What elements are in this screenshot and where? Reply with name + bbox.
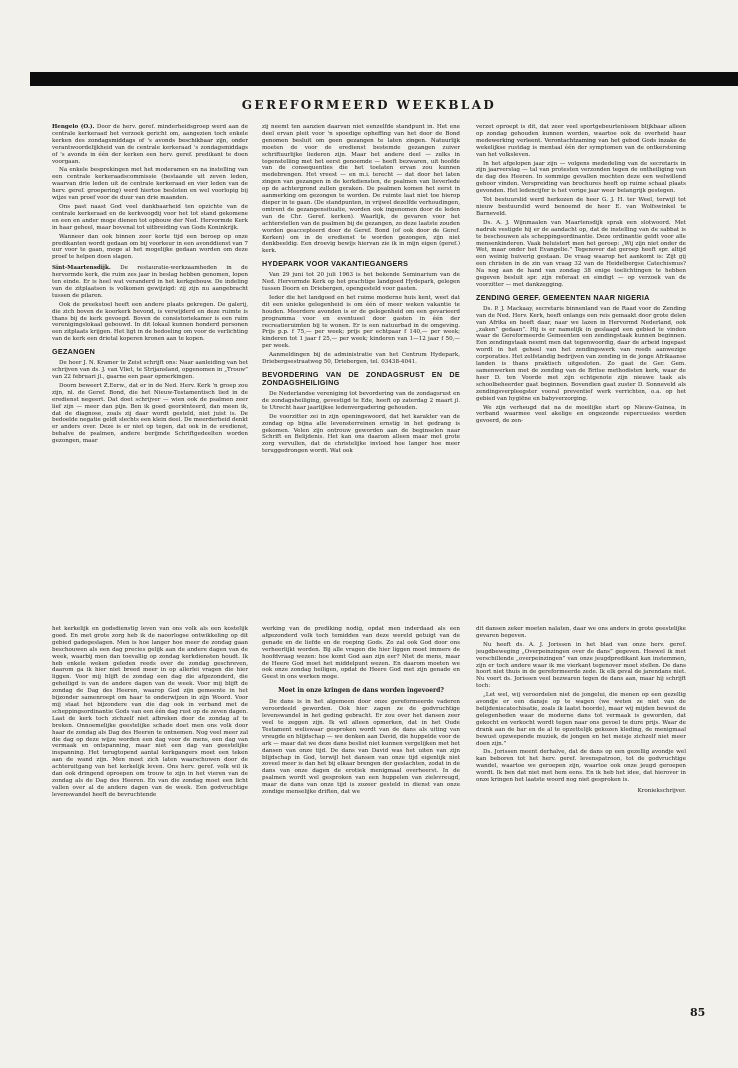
zondagsrust-paragraph-2: De voorzitter zei in zijn openingswoord, dat het karakter van de zondag op bijna alle levensterreinen ernstig in het gedrang is gekomen. Velen zijn ontrouw geworden aan de beginselen naar Schrift en Belijdenis. Het kan ons daarom alleen maar met grote zorg vervullen, dat de christelijke invloed hoe langer hoe meer teruggedrongen wordt. Wat ook <box>262 413 460 455</box>
zondagsrust-paragraph-1: De Nederlandse vereniging tot bevordering van de zondagsrust en de zondagsheiliging, gevestigd te Ede, heeft op zaterdag 2 maart jl. te Utrecht haar jaarlijkse ledenvergadering gehouden. <box>262 391 460 411</box>
page-number: 85 <box>690 1006 706 1019</box>
page-header: GEREFORMEERD WEEKBLAD <box>241 98 497 112</box>
dans-paragraph-3: Ds. Jorissen meent derhalve, dat de dans op een gezellig avondje wel kan beboren tot het herv. geref. levenspatroon, tot de godvruchtige wandel, waartoe we geroepen zijn, waartoe ook onze jeugd geroepen wordt. Ik ben dat niet met hem eens. En ik heb het idee, dat hierover in onze kringen het laatste woord nog niet gesproken is. <box>476 749 686 784</box>
hengelo-paragraph-2: Na enkele besprekingen met het moderamen en na instelling van een centrale kerkeraadscommissie (bestaande uit zeven leden, waarvan drie leden uit de centrale kerkeraad en vier leden van de herv. geref. groepering) werd hiertoe besloten en wel voorlopig bij wijze van proef voor de duur van drie maanden. <box>52 167 248 202</box>
zondag-continued: het kerkelijk en godsdienstig leven van ons volk als een kostelijk goed. En met grote zorg heb ik de naoorlogse ontwikkeling op dit gebied gadegeslagen. Men is hoe langer hoe meer de zondag gaan beschouwen als een dag precies gelijk aan de andere dagen van de week, waarbij men dan toevallig op zondag kerkdiensten houdt. Ik heb enkele weken geleden reeds over de zondag geschreven, daarom ga ik hier niet breed meer in op allerlei vragen die hier liggen. Voor mij blijft de zondag een dag die afgezonderd, die geheiligd is van de andere dagen van de week. Voor mij blijft de zondag de Dag des Heeren, waarop God zijn gemeente in het bijzonder samenroept om haar te onderwijzen in zijn Woord. Voor mij staat het bijzondere van die dag ook in verband met de scheppingsordinantie Gods van een één dag rust op de zeven dagen. Laat de kerk toch zichzelf niet afbreken door de zondag af te breken. Onnoemelijke geestelijke schade doet men ons volk door haar de zondag als Dag des Heeren te ontnemen. Nog veel meer zal die dag op deze wijze worden een dag voor de mens, een dag van vermaak en ontspanning, maar niet een dag van geestelijke inspanning. Het terugtopend aantal kerkgangers moet een teken aan de wand zijn. Men moet zich laten waarschuwen door de achteruitgang van het kerkelijk leven. Ons herv. geref. volk wil ik dan ook dringend oproepen om trouw te zijn in het vieren van de zondag als de Dag des Heeren. En van die zondag moet een licht vallen over al de andere dagen van de week. Een godvruchtige levenswandel heeft de bevruchtende <box>52 626 248 798</box>
column-2 <box>262 124 460 612</box>
dans-paragraph-1: De dans is in het algemeen door onze gereformeerde vaderen veroordeeld geworden. Ook hier zagen ze de godvruchtige levenswandel in het geding gebracht. Er zou over het dansen zeer veel te zeggen zijn. Ik wil alleen opmerken, dat in het Oude Testament weliswaar gesproken wordt van de dans als uiting van vreugde en blijdschap — we denken aan David, die huppelde voor de ark — maar dat we deze dans beslist niet kunnen vergelijken met het dansen van onze tijd. De dans van David was het uiten van zijn blijdschap in God, terwijl het dansen van onze tijd eigenlijk niet zoveel meer is dan het bij elkaar brengen der geslachten, zodat in de dans van onze dagen de erotiek menigmaal overheerst. In de psalmen wordt wel gesproken van een huppelen van zielevreugd, maar de dans van onze tijd is zozeer gesteld in dienst van onze zondige menselijke driften, dat we <box>262 699 460 796</box>
zondagsrust-paragraph-4: Tot bestuurslid werd herkozen de heer G. J. H. ter Weel, terwijl tot nieuw bestuurslid werd benoemd de heer E. van Wolfswinkel te Barneveld. <box>476 197 686 217</box>
hydepark-paragraph-2: Ieder die het landgoed en het ruime moderne huis kent, weet dat dit een unieke gelegenheid is om één of meer weken vakantie te houden. Meerdere avonden is er de gelegenheid om een gevarieerd programma voor en eventueel door gasten in één der recreatieruimten bij te wonen. Er is een natuurbad in de omgeving. Prijs p.p. f 75,— per week; prijs per echtpaar f 140,— per week; kinderen tot 1 jaar f 25,— per week; kinderen van 1—12 jaar f 50,— per week. <box>262 294 460 350</box>
hydepark-heading: HYDEPARK VOOR VAKANTIEGANGERS <box>262 259 409 269</box>
dans-paragraph-2: Nu heeft ds. A. J. Jorissen in het blad van onze herv. geref. jeugdbeweging „Overpeinzingen over de dans” gegeven. Hoewel ik met verschillende „overpeinzingen” van onze jeugdpredikant kan instemmen, zijn er toch andere waar ik me vierkant tegenover moet stellen. De dans hoort niet thuis in de gereformeerde zede. Ik elk geval de jarendans niet. Nu voert ds. Jorissen veel bezwaren tegen de dans aan, maar hij schrijft toch: <box>476 641 686 690</box>
nigeria-paragraph-2: We zijn verheugd dat na de moeilijke start op Nieuw-Guinea, in verband waarmee veel akelige en ongezonde repercussies werden gevoerd, de zen- <box>476 404 686 425</box>
zondagsrust-heading: BEVORDERING VAN DE ZONDAGSRUST EN DE ZONDAGSHEILIGING <box>262 370 460 387</box>
column-6 <box>476 626 686 996</box>
zondag-paragraph-end: werking van de prediking nodig, opdat men inderdaad als een afgezonderd volk toch temidden van deze wereld getuigt van de genade en de liefde en de roeping Gods. Zo zal ook God door ons verheerlijkt worden. Bij alle vragen die hier liggen moet immers de hoofdvraag wezen: hoe komt God aan zijn eer? Niet de mens, maar de Heere God moet het middelpunt wezen. En daarom moeten we ook onze zondag heiligen, opdat de Heere God met zijn genade en Geest in ons werken moge. <box>262 626 460 681</box>
top-black-bar <box>30 72 738 86</box>
gezangen-paragraph-1: De heer J. N. Kramer te Zeist schrijft ons: Naar aanleiding van het schrijven van ds. J. van Vliet, te Strijansland, opgenomen in „Trouw” van 22 februari jl., gaarne een paar opmerkingen. <box>52 360 248 380</box>
maartensdijk-paragraph-2: Ook de preekstoel heeft een andere plaats gekregen. De galerij, die zich boven de koorkerk bevond, is verwijderd en deze ruimte is thans bij de kerk gevoegd. Boven de consistoriekamer is een ruim verenigingslokaal gebouwd. In dit lokaal kunnen honderd personen een zitplaats krijgen. Het ligt in de bedoeling om voor de verlichting van de kerk een drietal koperen kronen aan te kopen. <box>52 301 248 343</box>
nigeria-paragraph-1: Ds. P. J. Mackaay, secretaris binnenland van de Raad voor de Zending van de Ned. Herv. Kerk, heeft onlangs een reis gemaakt door grote delen van Afrika en heeft daar, naar we lazen in Hervormd Nederland, ook „zaken” gedaan”. Hij is er namelijk in geslaagd een gebied te vinden waar de Gereformeerde Gemeenten een zendingstaak kunnen beginnen. Een zendingstaak neemt men dat tegenwoordig, daar de arbeid ingepast wordt in het geheel van het zendingswerk van reeds aanwezige corporaties. Het zelfstandig bedrijven van zending in de jonge Afrikaanse landen is thans praktisch uitgesloten. Zo gaat de Ger. Gem. samenwerken met de zending van de Britse methodisten kerk, waar de heer D. ten Voorde met zijn echtgenote zijn nieuwe taak als schoolbeheerder gaat beginnen. Bovendien gaat zuster D. Sonneveld als zendingsverpleegster vooral preventief werk verrichten, o.a. op het gebied van hygiëne en babyverzorging. <box>476 305 686 402</box>
signature: Kroniekschrijver. <box>637 787 686 794</box>
column-3 <box>476 124 686 612</box>
dans-quote: „Let wel, wij veroordelen niet de jongelui, die menen op een gezellig avondje er een dansje op te wagen (we weten ze niet van de belijdeniscatechisatie, zoals ik laatst hoorde), maar wij mijden bewust de gelegenheden waar de moderne dans tot vermaak is geworden, dat gekocht en verkocht wordt tegen naar ons gevoel te dure prijs. Waar de drank aan de bar en de al te opzettelijk gekozen kleding, de menigmaal bewust opzwepende muziek, de jongen en het meisje zichzelf niet meer doen zijn.” <box>476 692 686 747</box>
hengelo-paragraph-4: Wanneer dan ook binnen zeer korte tijd een beroep op onze predikanten wordt gedaan om bij voorkeur in een avonddienst van 7 uur voor te gaan, moge al het mogelijke gedaan worden om deze proef te helpen doen slagen. <box>52 233 248 261</box>
maartensdijk-paragraph-1: Sint-Maartensdijk. De restauratie-werkzaamheden in de hervormde kerk, die ruim zes jaar in beslag hebben genomen, lopen ten einde. Er is heel wat veranderd in het kerkgebouw. De indeling van de zitplaatsen is volkomen gewijzigd: zij zijn nu aangebracht tussen de pilaren. <box>52 265 248 299</box>
hydepark-paragraph-1: Van 29 juni tot 20 juli 1963 is het bekende Seminarium van de Ned. Hervormde Kerk op het prachtige landgoed Hydepark, gelegen tussen Doorn en Driebergen, opengesteld voor gasten. <box>262 272 460 293</box>
gezangen-paragraph-2: Doorn beweert Z.Eerw., dat er in de Ned. Herv. Kerk 'n groep zou zijn, nl. de Geref. Bond, die het Nieuw-Testamentisch lied in de eredienst negeert. Dat doet schrijver — wien ook de psalmen zeer lief zijn — meer dan pijn. Ben ik goed georiënteerd, dan meen ik, dat de diagnose, zoals zij daar wordt gesteld, niet juist is. De bedoelde negatie geldt slechts een klein deel. De meerderheid denkt er anders over. Deze is er niet op tegen, dat ook in de eredienst, behalve de psalmen, andere berijmde Schriftgedeelten worden gezongen, maar <box>52 382 248 445</box>
zondagsrust-paragraph-3: In het afgelopen jaar zijn — volgens mededeling van de secretaris in zijn jaarverslag — tal van protesten verzonden tegen de ontheiliging van de dag des Heeren. In sommige gevallen mochten deze een welwillend gehoor vinden. Verspreiding van brochures heeft op ruime schaal plaats gevonden. Het ledencijfer is het vorige jaar weer belangrijk gestegen. <box>476 160 686 195</box>
column-4 <box>52 626 248 996</box>
nigeria-heading: ZENDING GEREF. GEMEENTEN NAAR NIGERIA <box>476 292 650 302</box>
zondagsrust-continued: verzet oproept is dit, dat zeer veel sportgebeurtenissen blijkbaar alleen op zondag gehouden kunnen worden, waartoe ook de overheid haar medewerking verleent. Verontachtzaming van het gebod Gods inzake de wekelijkse rustdag is mentaal één der symptomen van de ontkerstening van het volksleven. <box>476 124 686 158</box>
maartensdijk-lead: Sint-Maartensdijk. <box>52 265 111 272</box>
hengelo-paragraph-3: Ons past naast God veel dankbaarheid ten opzichte van de centrale kerkeraad en de kerkvoogdij voor het tot stand gekomene en een en ander moge dienen tot opbouw der Ned. Hervormde Kerk in haar geheel, maar bovenal tot uitbreiding van Gods Koninkrijk. <box>52 203 248 231</box>
dans-continued: dit dansen zeker moeten nalaten, daar we ons anders in grote geestelijke gevaren begeven. <box>476 626 686 639</box>
dans-subheading: Moet in onze kringen de dans worden ingevoerd? <box>278 687 444 695</box>
gezangen-continued: zij neemt ten aanzien daarvan niet eenzelfde standpunt in. Het ene deel ervan pleit voor 'n spoedige opheffing van het door de Bond genomen besluit om geen gezangen te laten zingen. Natuurlijk moeten de voor de eredienst bestemde gezangen zuiver schriftuurlijke liederen zijn. Maar het andere deel — zulks in tegenstelling met het eerst genoemde — heeft bezwaren, uit hoofde van de consequenties die het toelaten ervan zou kunnen medebrengen. Het vreest — en m.i. terecht — dat door het laten zingen van gezangen in de kerkdiensten, de psalmen van lieverlede op de achtergrond zullen geraken. De psalmen komen het eerst in aanmerking om gezongen te worden. De ruimte laat niet toe hierop dieper in te gaan. (De standpunten, in vrijwel dezelfde verhoudingen, omtrent de gezangensituatie, worden ook ingenomen door de leden van de Chr. Geref. kerken). Waarlijk, de gevaren voor het achterstellen van de psalmen bij de gezangen, zo deze laatste zouden worden geaccepteerd door de Geref. Bond (of ook door de Geref. Kerken) om in de eredienst te worden gezongen, zijn niet denkbeeldig. Een droevig bewijs hiervan zie ik in mijn eigen (geref.) kerk. <box>262 124 460 255</box>
column-5 <box>262 626 460 996</box>
column-1 <box>52 124 248 612</box>
zondagsrust-paragraph-5: Ds. A. J. Wijnmaalen van Maartensdijk sprak een slotwoord. Met nadruk vestigde hij er de aandacht op, dat de instelling van de sabbat is te beschouwen als scheppingsordinantie. Deze ordinantie geldt voor alle mensenkinderen. Vaak beluistert men het geroep: „Wij zijn niet onder de Wet, maar onder het Evangelie.” Tegenover dat geroep heeft spr. altijd een weinig huiverig gestaan. De vraag waarop het aankomt is: Zijt gij een christen in de zin van vraag 32 van de Heidelbergse Catechismus? Na nog aan de hand van zondag 38 enige toelichtingen te hebben gegeven besluit spr. zijn referaat en eindigt — op verzoek van de voorzitter — met dankzegging. <box>476 219 686 288</box>
hengelo-paragraph-1: Hengelo (O.). Door de herv. geref. minderheidsgroep werd aan de centrale kerkeraad het verzoek gericht om, aangezien toch enkele kerken des zondagsmiddags of 's avonds beschikbaar zijn, onder verantwoordelijkheid van de centrale kerkeraad 's zondagsmiddags of 's avonds in één der kerken een herv. geref. predikant te doen voorgaan. <box>52 124 248 165</box>
hengelo-lead: Hengelo (O.). <box>52 124 95 130</box>
gezangen-heading: GEZANGEN <box>52 347 96 357</box>
hydepark-paragraph-3: Aanmeldingen bij de administratie van het Centrum Hydepark, Driebergsestraatweg 50, Driebergen, tel. 03438-4041. <box>262 352 460 366</box>
